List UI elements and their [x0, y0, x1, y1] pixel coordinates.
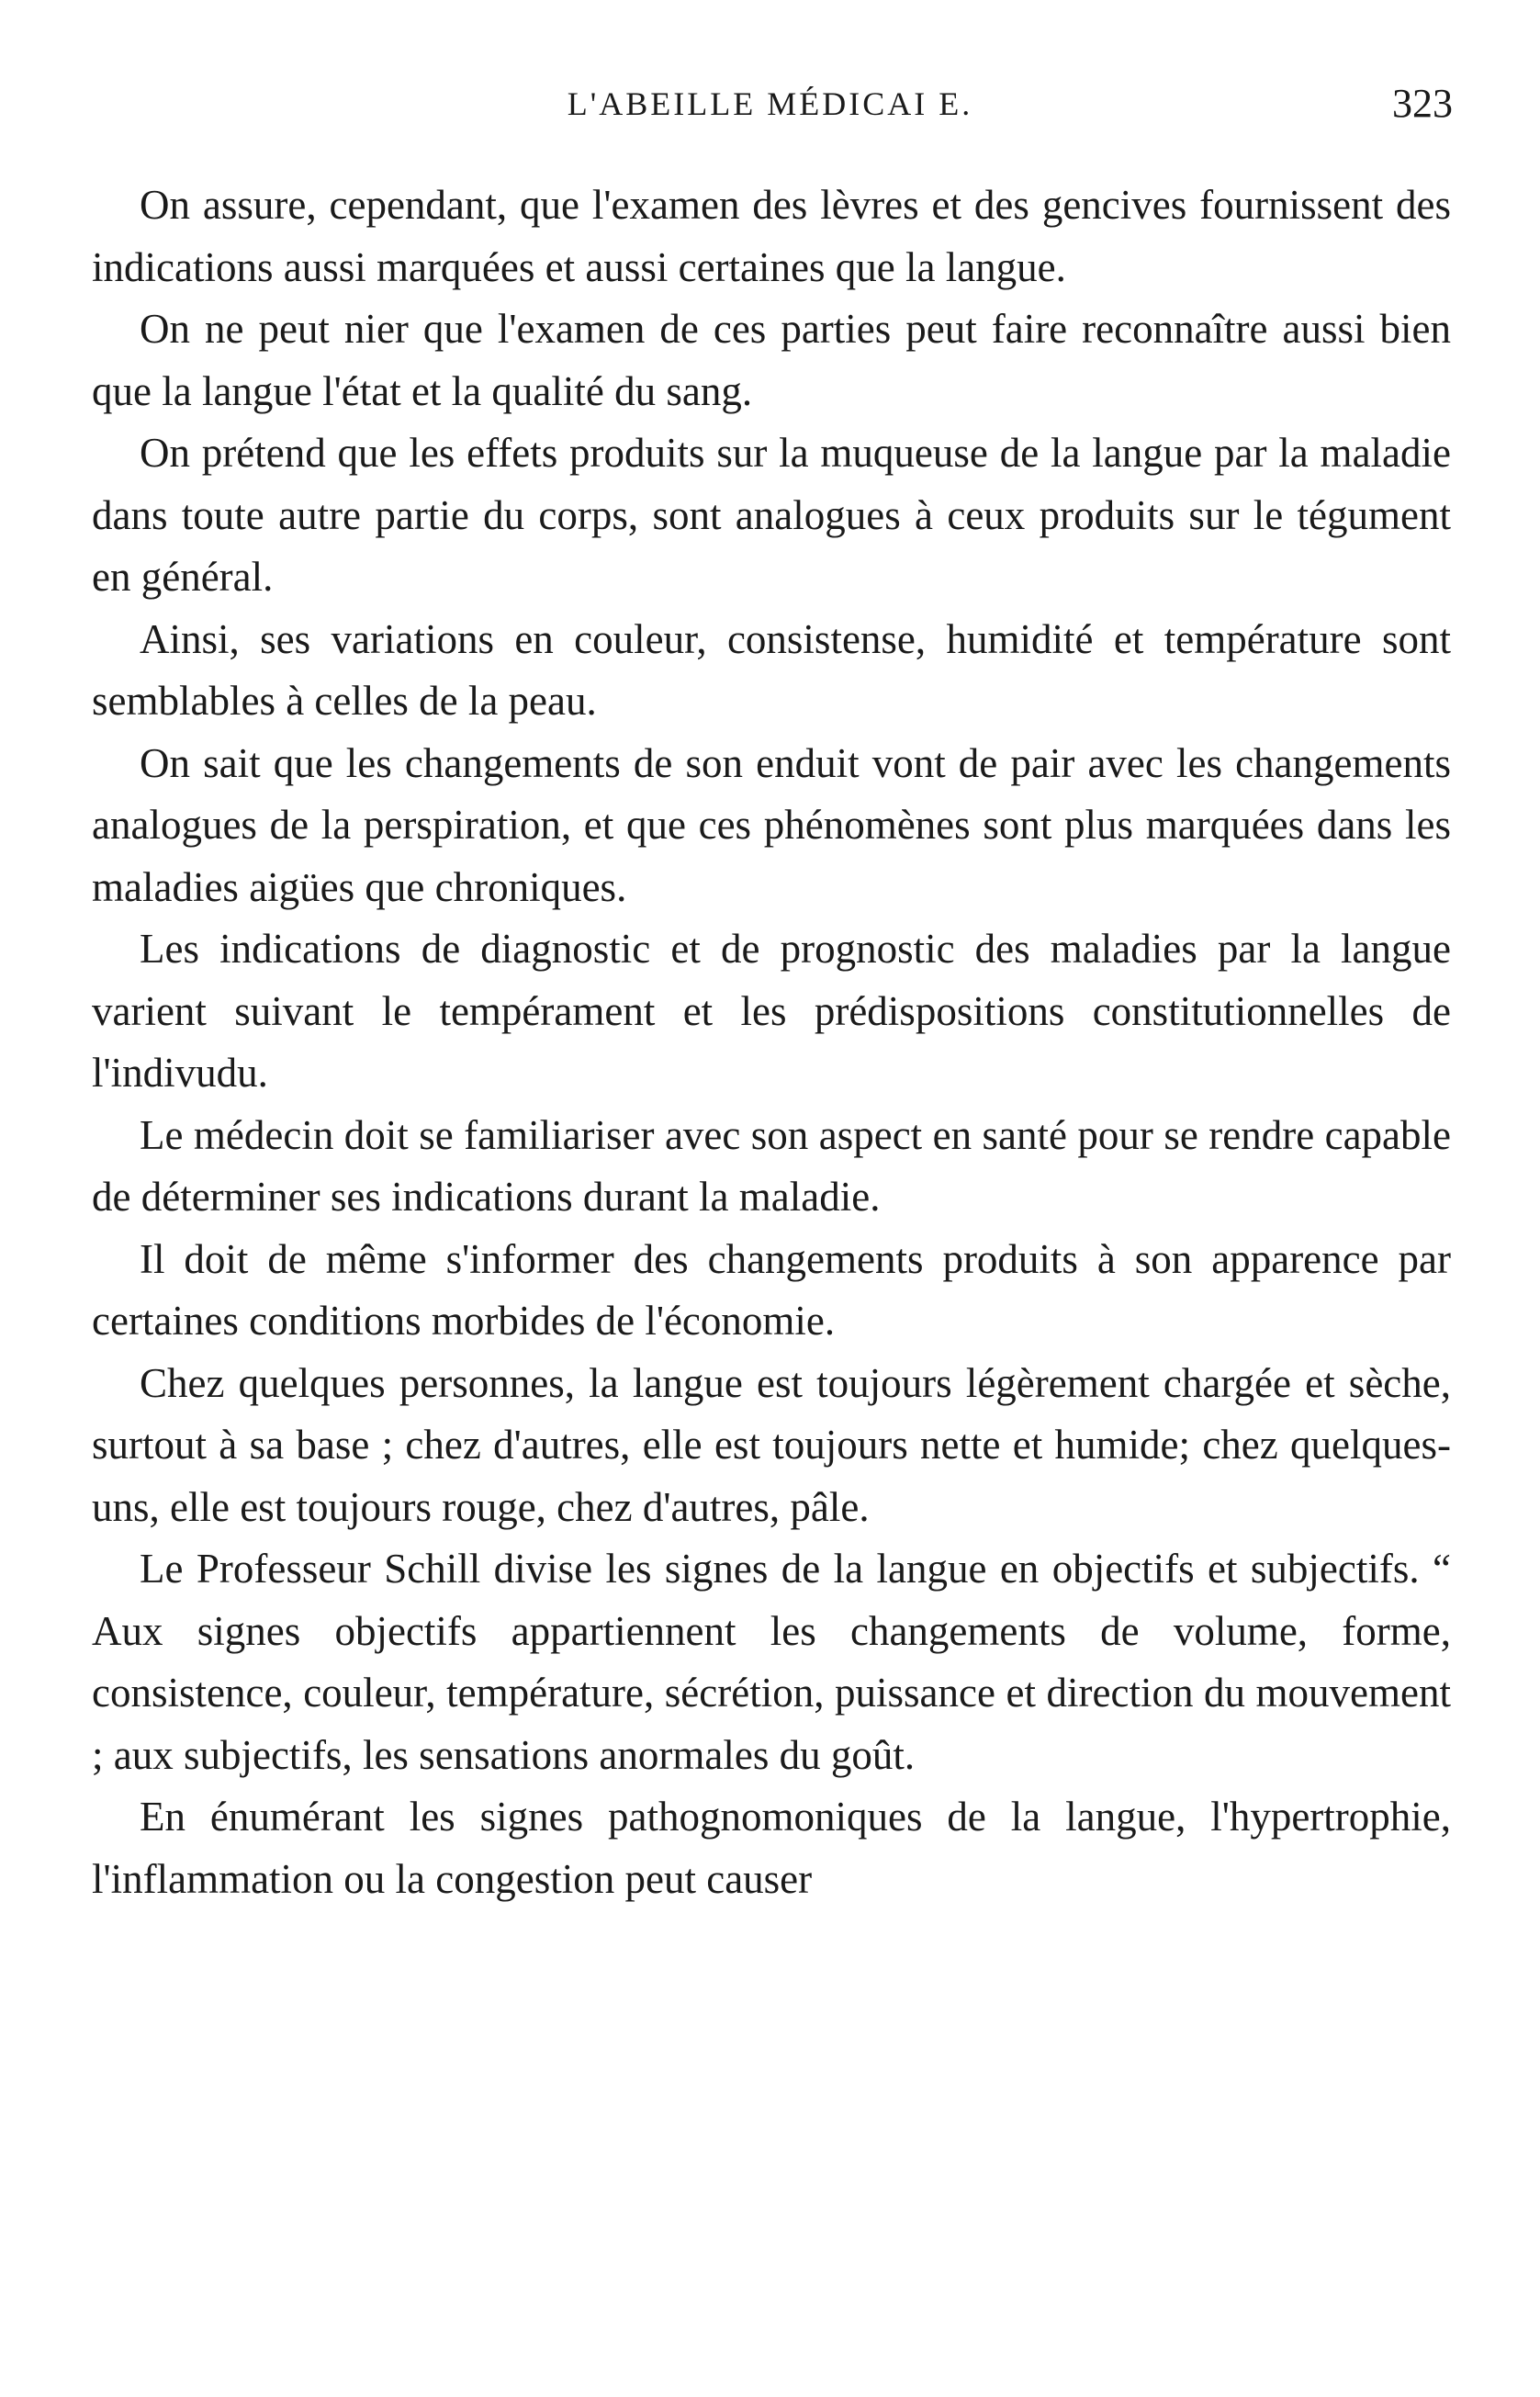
paragraph: Chez quelques personnes, la langue est toujours légèrement chargée et sèche, surtout à sa base ; chez d'autres, elle est toujours nette et humide; chez quelques-uns, elle est toujours rouge, chez d'autres, pâle.	[92, 1359, 1451, 1530]
running-title: L'ABEILLE MÉDICAI E.	[567, 85, 973, 122]
paragraph: On sait que les changements de son enduit vont de pair avec les changements analogues de la perspiration, et que ces phénomènes sont plus marquées dans les maladies aigües que chroniques.	[92, 739, 1451, 910]
paragraph: Le Professeur Schill divise les signes de la langue en objectifs et subjectifs. “ Aux signes objectifs appartiennent les changements de volume, forme, consistence, couleur, température, sécrétion, puissance et direction du mouvement ; aux subjectifs, les sensations anormales du goût.	[92, 1546, 1451, 1778]
paragraph: Ainsi, ses variations en couleur, consistense, humidité et température sont semblables à celles de la peau.	[92, 615, 1451, 724]
running-head	[0, 81, 1540, 127]
paragraph: On ne peut nier que l'examen de ces parties peut faire reconnaître aussi bien que la langue l'état et la qualité du sang.	[92, 306, 1451, 414]
paragraph: On assure, cependant, que l'examen des lèvres et des gencives fournissent des indications aussi marquées et aussi certaines que la langue.	[92, 182, 1451, 290]
paragraph: On prétend que les effets produits sur la muqueuse de la langue par la maladie dans toute autre partie du corps, sont analogues à ceux produits sur le tégument en général.	[92, 430, 1451, 600]
paragraph: Les indications de diagnostic et de prognostic des maladies par la langue varient suivant le tempérament et les prédispositions constitutionnelles de l'indivudu.	[92, 926, 1451, 1096]
paragraph: En énumérant les signes pathognomoniques de la langue, l'hypertrophie, l'inflammation ou la congestion peut causer	[92, 1794, 1451, 1902]
paragraph: Il doit de même s'informer des changements produits à son apparence par certaines conditions morbides de l'économie.	[92, 1235, 1451, 1344]
body-text	[92, 174, 1451, 1910]
page-number: 323	[1392, 81, 1453, 126]
paragraph: Le médecin doit se familiariser avec son aspect en santé pour se rendre capable de déterminer ses indications durant la maladie.	[92, 1111, 1451, 1220]
